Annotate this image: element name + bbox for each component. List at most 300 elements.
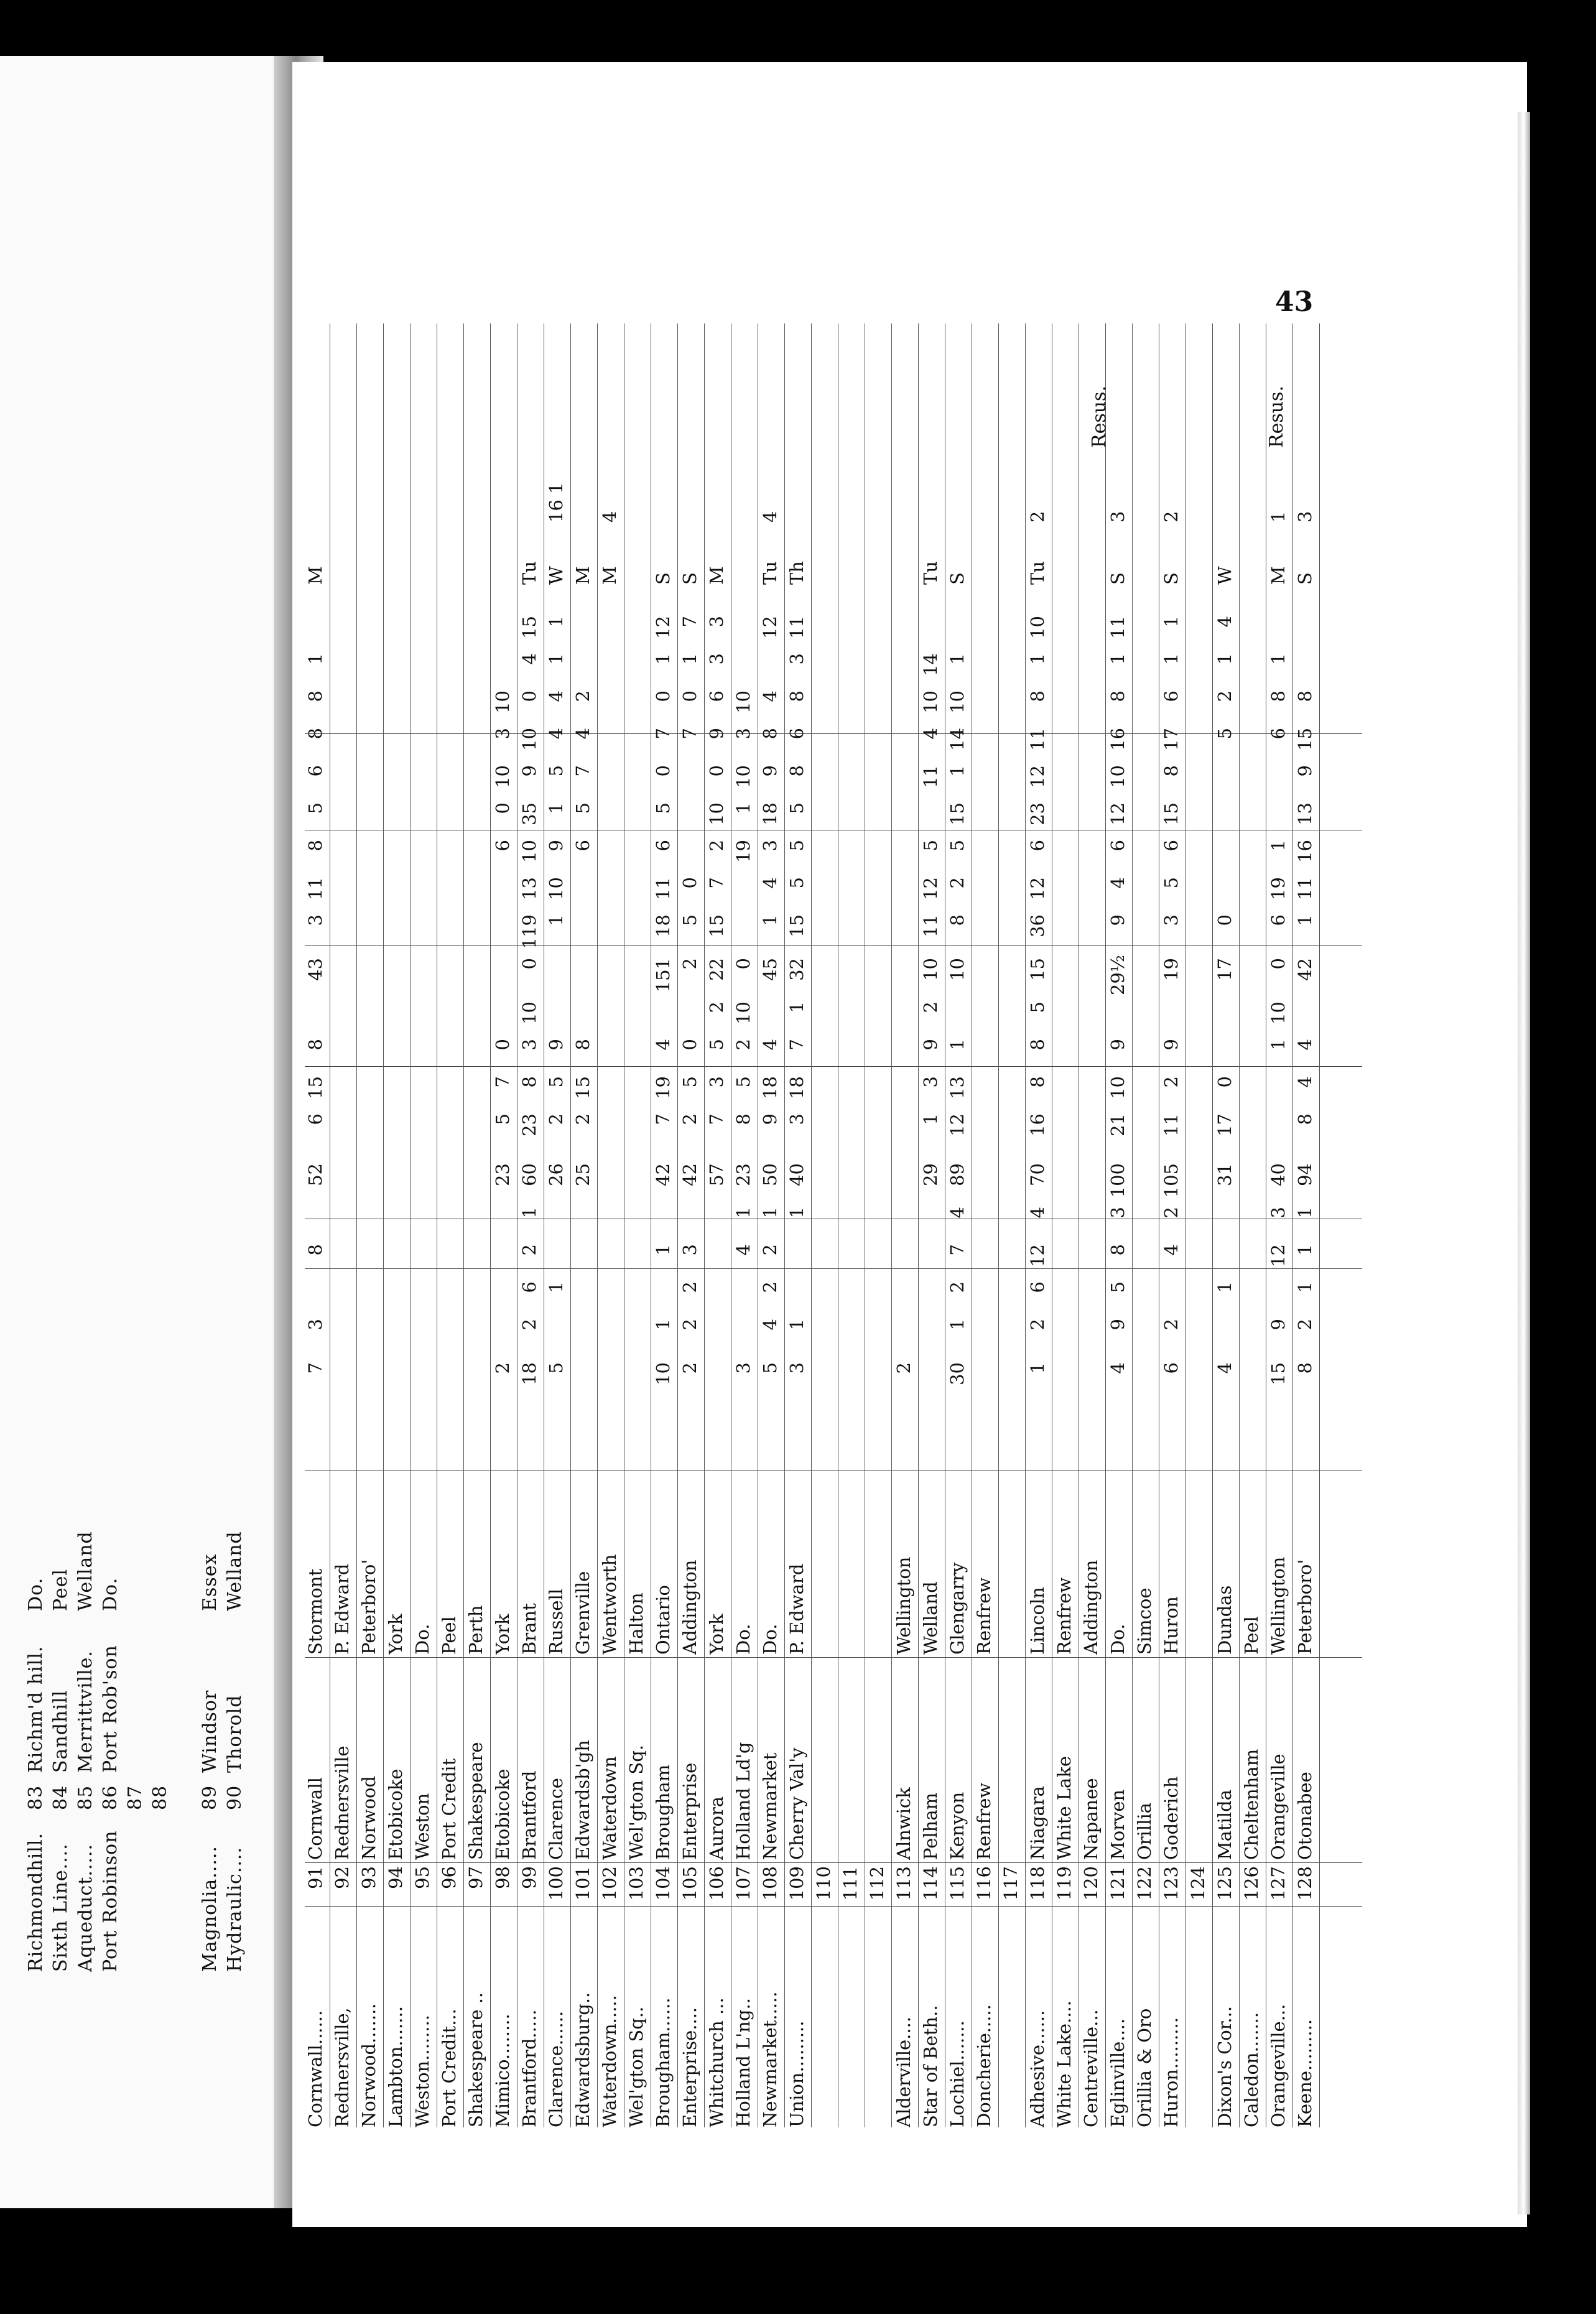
lodge-number: 105	[679, 1866, 700, 1901]
data-cell: 18	[759, 802, 781, 825]
lodge-name: Dixon's Cor...	[1214, 2005, 1235, 2127]
lodge-name: Port Credit...	[438, 2009, 460, 2127]
data-cell: 1	[1214, 653, 1235, 665]
data-cell: 1	[759, 914, 781, 926]
place-name: Port Credit	[438, 1758, 460, 1860]
meeting-day: S	[1294, 572, 1315, 585]
data-cell: 15	[305, 1076, 326, 1099]
table-row	[1214, 323, 1240, 2127]
data-cell: 12	[1268, 1244, 1289, 1267]
data-cell: 12	[759, 616, 781, 639]
table-row	[1187, 323, 1213, 2127]
data-cell: 2	[1161, 1076, 1182, 1088]
data-cell: 70	[1027, 1163, 1048, 1186]
previous-page-row	[50, 1487, 72, 1972]
lodge-name: Newmarket.....	[759, 1991, 781, 2127]
county-name: Do.	[1107, 1624, 1128, 1655]
data-cell: 32	[786, 958, 807, 981]
previous-page-row	[124, 1487, 146, 1972]
data-cell: 2	[706, 840, 727, 852]
data-cell: 5	[1107, 1281, 1128, 1293]
note-cell: 16 1	[545, 482, 567, 523]
data-cell: 3	[706, 1076, 727, 1088]
meeting-day: Tu	[920, 560, 941, 585]
table-row	[626, 323, 651, 2127]
previous-page-row	[75, 1487, 96, 1972]
data-cell: 2	[920, 1001, 941, 1013]
data-cell: 3	[1268, 1207, 1289, 1219]
data-cell: 1	[545, 653, 567, 665]
place-name: Cornwall	[305, 1777, 326, 1860]
table-row	[1107, 323, 1133, 2127]
data-cell: 4	[1107, 877, 1128, 889]
previous-page-row	[100, 1487, 121, 1972]
county-name: Peel	[50, 1569, 72, 1611]
data-cell: 9	[1294, 765, 1315, 777]
meeting-day: S	[1161, 572, 1182, 585]
data-cell: 15	[1161, 802, 1182, 825]
data-cell: 10	[920, 690, 941, 713]
data-cell: 40	[1268, 1163, 1289, 1186]
lodge-number: 100	[545, 1866, 567, 1901]
data-cell: 18	[652, 914, 674, 937]
data-cell: 11	[920, 765, 941, 788]
table-row	[947, 323, 972, 2127]
data-cell: 3	[1107, 1207, 1128, 1219]
data-cell: 45	[759, 958, 781, 981]
lodge-name: Mimico........	[492, 2014, 513, 2127]
data-cell: 8	[519, 1076, 540, 1088]
data-cell: 10	[1268, 1001, 1289, 1025]
lodge-name: Union.........	[786, 2020, 807, 2127]
data-cell: 7	[679, 728, 700, 740]
lodge-name: Lambton.......	[385, 2006, 406, 2127]
data-cell: 6	[1268, 728, 1289, 740]
data-cell: 0	[1214, 1076, 1235, 1088]
data-cell: 6	[706, 690, 727, 702]
data-cell: 5	[786, 802, 807, 814]
place-name: Sandhill	[50, 1689, 72, 1773]
place-name: Niagara	[1027, 1786, 1048, 1860]
data-cell: 1	[652, 1244, 674, 1256]
place-name: Port Rob'son	[100, 1645, 121, 1773]
data-cell: 5	[1161, 877, 1182, 889]
data-cell: 2	[1294, 1319, 1315, 1331]
page-number: 43	[1275, 286, 1314, 318]
county-name: Halton	[626, 1592, 647, 1655]
data-cell: 23	[1027, 802, 1048, 825]
data-cell: 14	[920, 653, 941, 676]
data-cell: 1	[920, 1113, 941, 1125]
data-cell: 15	[572, 1076, 593, 1099]
data-cell: 1	[947, 653, 968, 665]
place-name: Orillia	[1134, 1802, 1155, 1860]
data-cell: 10	[733, 765, 754, 788]
data-cell: 9	[545, 1039, 567, 1051]
data-cell: 6	[305, 1113, 326, 1125]
ledger-page	[292, 62, 1527, 2227]
data-cell: 5	[947, 840, 968, 852]
county-name: Addington	[679, 1559, 700, 1655]
data-cell: 36	[1027, 914, 1048, 937]
data-cell: 9	[706, 728, 727, 740]
data-cell: 1	[1294, 1281, 1315, 1293]
data-cell: 8	[1027, 690, 1048, 702]
data-cell: 15	[1294, 728, 1315, 751]
data-cell: 1	[947, 1319, 968, 1331]
data-cell: 8	[305, 1244, 326, 1256]
place-name: Rednersville	[332, 1745, 353, 1860]
meeting-day: M	[706, 566, 727, 585]
data-cell: 11	[786, 616, 807, 639]
data-cell: 4	[1107, 1362, 1128, 1374]
place-name: Holland Ld'g	[733, 1742, 754, 1860]
table-row	[1161, 323, 1186, 2127]
place-name: Windsor	[199, 1689, 221, 1773]
lodge-name: White Lake....	[1054, 2000, 1075, 2127]
data-cell: 5	[733, 1076, 754, 1088]
table-row	[1268, 323, 1293, 2127]
county-name: Lincoln	[1027, 1587, 1048, 1655]
data-cell: 14	[947, 728, 968, 751]
lodge-number: 110	[813, 1866, 834, 1901]
data-cell: 19	[652, 1076, 674, 1099]
lodge-name: Alderville....	[893, 2016, 914, 2127]
data-cell: 9	[759, 1113, 781, 1125]
meeting-day: Tu	[759, 560, 781, 585]
data-cell: 7	[786, 1039, 807, 1051]
data-cell: 5	[305, 802, 326, 814]
data-cell: 10	[733, 690, 754, 713]
data-cell: 5	[786, 877, 807, 889]
lodge-name: Caledon.......	[1241, 2012, 1262, 2127]
note-cell: 4	[599, 511, 620, 523]
data-cell: 10	[492, 765, 513, 788]
data-cell: 10	[706, 802, 727, 825]
data-cell: 9	[1107, 1039, 1128, 1051]
county-name: Dundas	[1214, 1585, 1235, 1655]
lodge-number: 85	[75, 1785, 96, 1810]
lodge-number: 106	[706, 1866, 727, 1901]
lodge-number: 119	[1054, 1866, 1075, 1901]
data-cell: 8	[305, 728, 326, 740]
table-row	[893, 323, 919, 2127]
data-cell: 7	[679, 616, 700, 628]
data-cell: 3	[492, 728, 513, 740]
data-cell: 18	[786, 1076, 807, 1099]
lodge-number: 120	[1080, 1866, 1102, 1901]
place-name: Thorold	[224, 1694, 246, 1773]
data-cell: 5	[759, 1362, 781, 1374]
data-cell: 10	[920, 958, 941, 981]
data-cell: 13	[519, 877, 540, 900]
data-cell: 5	[652, 802, 674, 814]
data-cell: 9	[1161, 1039, 1182, 1051]
data-cell: 6	[492, 840, 513, 852]
lodge-number: 112	[866, 1866, 888, 1901]
lodge-name: Brantford.....	[519, 2009, 540, 2127]
data-cell: 0	[679, 690, 700, 702]
lodge-name: Rednersville,	[332, 2007, 353, 2127]
county-name: Peterboro'	[1294, 1559, 1315, 1655]
data-cell: 6	[519, 1281, 540, 1293]
data-cell: 3	[786, 1113, 807, 1125]
table-row	[733, 323, 758, 2127]
data-cell: 12	[947, 1113, 968, 1136]
data-cell: 0	[652, 765, 674, 777]
data-cell: 18	[519, 1362, 540, 1385]
data-cell: 1	[1268, 653, 1289, 665]
county-name: Simcoe	[1134, 1587, 1155, 1655]
note-cell: 2	[1027, 511, 1048, 523]
data-cell: 1	[786, 1207, 807, 1219]
data-cell: 10	[519, 728, 540, 751]
previous-page-row	[224, 1487, 246, 1972]
data-cell: 8	[305, 1039, 326, 1051]
data-cell: 151	[652, 958, 674, 993]
data-cell: 16	[1027, 1113, 1048, 1136]
lodge-name: Whitchurch ...	[706, 1997, 727, 2127]
county-name: Essex	[199, 1553, 221, 1611]
data-cell: 29½	[1107, 954, 1128, 995]
lodge-number: 115	[947, 1866, 968, 1901]
data-cell: 10	[545, 877, 567, 900]
place-name: Pelham	[920, 1792, 941, 1860]
data-cell: 5	[786, 840, 807, 852]
county-name: Wellington	[1268, 1556, 1289, 1655]
county-name: Addington	[1080, 1559, 1102, 1655]
county-name: Peterboro'	[358, 1559, 379, 1655]
lodge-number: 123	[1161, 1866, 1182, 1901]
data-cell: 1	[1294, 1244, 1315, 1256]
county-name: Peel	[1241, 1616, 1262, 1655]
meeting-day: S	[652, 572, 674, 585]
place-name: Clarence	[545, 1778, 567, 1860]
meeting-day: M	[572, 566, 593, 585]
data-cell: 6	[1161, 1362, 1182, 1374]
lodge-number: 109	[786, 1866, 807, 1901]
county-name: Do.	[759, 1624, 781, 1655]
data-cell: 5	[545, 765, 567, 777]
data-cell: 0	[1214, 914, 1235, 926]
data-cell: 52	[305, 1163, 326, 1186]
county-name: Do.	[100, 1577, 121, 1611]
data-cell: 3	[733, 1362, 754, 1374]
meeting-day: S	[1107, 572, 1128, 585]
data-cell: 9	[1268, 1319, 1289, 1331]
data-cell: 6	[305, 765, 326, 777]
data-cell: 8	[1027, 1039, 1048, 1051]
lodge-number: 83	[25, 1785, 47, 1810]
data-cell: 5	[679, 1076, 700, 1088]
data-cell: 5	[920, 840, 941, 852]
data-cell: 1	[1161, 653, 1182, 665]
data-cell: 10	[652, 1362, 674, 1385]
place-name: Merrittville.	[75, 1650, 96, 1773]
data-cell: 6	[1161, 690, 1182, 702]
table-row	[840, 323, 865, 2127]
place-name: Orangeville	[1268, 1754, 1289, 1860]
place-name: Wel'gton Sq.	[626, 1744, 647, 1860]
table-row	[385, 323, 411, 2127]
data-cell: 11	[1294, 877, 1315, 900]
place-name: Kenyon	[947, 1791, 968, 1860]
meeting-day: S	[679, 572, 700, 585]
data-cell: 8	[305, 840, 326, 852]
lodge-number: 94	[385, 1866, 406, 1889]
data-cell: 0	[519, 690, 540, 702]
data-cell: 13	[947, 1076, 968, 1099]
data-cell: 4	[1214, 1362, 1235, 1374]
data-cell: 10	[947, 690, 968, 713]
data-cell: 12	[1027, 765, 1048, 788]
county-name: P. Edward	[786, 1563, 807, 1655]
data-cell: 4	[759, 1039, 781, 1051]
data-cell: 7	[492, 1076, 513, 1088]
data-cell: 1	[679, 653, 700, 665]
data-cell: 8	[1107, 1244, 1128, 1256]
data-cell: 1	[1161, 616, 1182, 628]
table-row	[759, 323, 785, 2127]
data-cell: 1	[545, 802, 567, 814]
data-cell: 2	[519, 1319, 540, 1331]
data-cell: 3	[305, 914, 326, 926]
data-cell: 8	[1107, 690, 1128, 702]
data-cell: 1	[1294, 914, 1315, 926]
table-row	[465, 323, 491, 2127]
data-cell: 3	[786, 653, 807, 665]
data-cell: 3	[305, 1319, 326, 1331]
county-name: Renfrew	[973, 1577, 995, 1655]
page-edge	[1518, 112, 1530, 2214]
county-name: Do.	[25, 1577, 47, 1611]
lodge-number: 126	[1241, 1866, 1262, 1901]
data-cell: 1	[545, 1281, 567, 1293]
data-cell: 7	[706, 877, 727, 889]
data-cell: 4	[947, 1207, 968, 1219]
data-cell: 9	[545, 840, 567, 852]
data-cell: 10	[1027, 616, 1048, 639]
data-cell: 0	[679, 1039, 700, 1051]
data-cell: 2	[519, 1244, 540, 1256]
place-name: Brougham	[652, 1764, 674, 1860]
data-cell: 6	[572, 840, 593, 852]
lodge-name: Norwood.......	[358, 2003, 379, 2127]
data-cell: 7	[652, 1113, 674, 1125]
data-cell: 8	[1268, 690, 1289, 702]
data-cell: 0	[652, 690, 674, 702]
place-name: Otonabee	[1294, 1772, 1315, 1860]
lodge-name: Edwardsburg..	[572, 1992, 593, 2127]
data-cell: 42	[1294, 958, 1315, 981]
place-name: Goderich	[1161, 1776, 1182, 1860]
table-row	[412, 323, 437, 2127]
data-cell: 4	[572, 728, 593, 740]
place-name: Etobicoke	[385, 1768, 406, 1860]
lodge-name: Doncherie.....	[973, 2004, 995, 2127]
data-cell: 2	[679, 1319, 700, 1331]
data-cell: 29	[920, 1163, 941, 1186]
data-cell: 4	[545, 690, 567, 702]
data-cell: 4	[652, 1039, 674, 1051]
data-cell: 1	[545, 616, 567, 628]
data-cell: 4	[1294, 1076, 1315, 1088]
lodge-name: Port Robinson	[100, 1830, 121, 1972]
data-cell: 3	[519, 1039, 540, 1051]
data-cell: 7	[572, 765, 593, 777]
table-row	[1241, 323, 1266, 2127]
lodge-name: Brougham......	[652, 1997, 674, 2127]
county-name: Welland	[920, 1581, 941, 1655]
data-cell: 12	[652, 616, 674, 639]
place-name: Newmarket	[759, 1752, 781, 1860]
data-cell: 5	[679, 914, 700, 926]
data-cell: 8	[759, 728, 781, 740]
meeting-day: Tu	[1027, 560, 1048, 585]
table-row	[519, 323, 544, 2127]
table-row	[1054, 323, 1079, 2127]
county-name: York	[706, 1614, 727, 1655]
place-name: Cherry Val'y	[786, 1747, 807, 1860]
lodge-name: Lochiel.......	[947, 2020, 968, 2127]
data-cell: 4	[920, 728, 941, 740]
data-cell: 0	[733, 958, 754, 970]
county-name: Do.	[733, 1624, 754, 1655]
data-cell: 12	[1027, 1244, 1048, 1267]
data-cell: 4	[759, 1319, 781, 1331]
table-row	[599, 323, 624, 2127]
county-name: Glengarry	[947, 1562, 968, 1655]
data-cell: 0	[492, 802, 513, 814]
previous-page-row	[199, 1487, 221, 1972]
lodge-name: Huron.........	[1161, 2017, 1182, 2127]
lodge-name: Wel'gton Sq..	[626, 2006, 647, 2127]
data-cell: 5	[572, 802, 593, 814]
data-cell: 10	[733, 1001, 754, 1025]
data-cell: 0	[492, 1039, 513, 1051]
lodge-number: 87	[124, 1785, 146, 1810]
table-row	[866, 323, 892, 2127]
table-row	[973, 323, 999, 2127]
data-cell: 50	[759, 1163, 781, 1186]
county-name: Wentworth	[599, 1554, 620, 1655]
lodge-name: Eglinville....	[1107, 2018, 1128, 2127]
data-cell: 2	[572, 1113, 593, 1125]
place-name: Norwood	[358, 1775, 379, 1860]
table-row	[438, 323, 464, 2127]
data-cell: 0	[706, 765, 727, 777]
lodge-number: 99	[519, 1866, 540, 1889]
data-cell: 1	[1214, 1281, 1235, 1293]
meeting-day: W	[545, 566, 567, 585]
data-cell: 8	[572, 1039, 593, 1051]
place-name: Shakespeare	[465, 1742, 486, 1860]
place-name: Napanee	[1080, 1778, 1102, 1860]
lodge-name: Magnolia.....	[199, 1846, 221, 1972]
data-cell: 7	[947, 1244, 968, 1256]
data-cell: 4	[1161, 1244, 1182, 1256]
data-cell: 19	[1268, 877, 1289, 900]
data-cell: 10	[1107, 1076, 1128, 1099]
data-cell: 2	[679, 1281, 700, 1293]
lodge-number: 102	[599, 1866, 620, 1901]
lodge-number: 121	[1107, 1866, 1128, 1901]
data-cell: 10	[1107, 765, 1128, 788]
data-cell: 4	[759, 877, 781, 889]
data-cell: 1	[947, 765, 968, 777]
lodge-number: 103	[626, 1866, 647, 1901]
place-name: Aurora	[706, 1796, 727, 1860]
